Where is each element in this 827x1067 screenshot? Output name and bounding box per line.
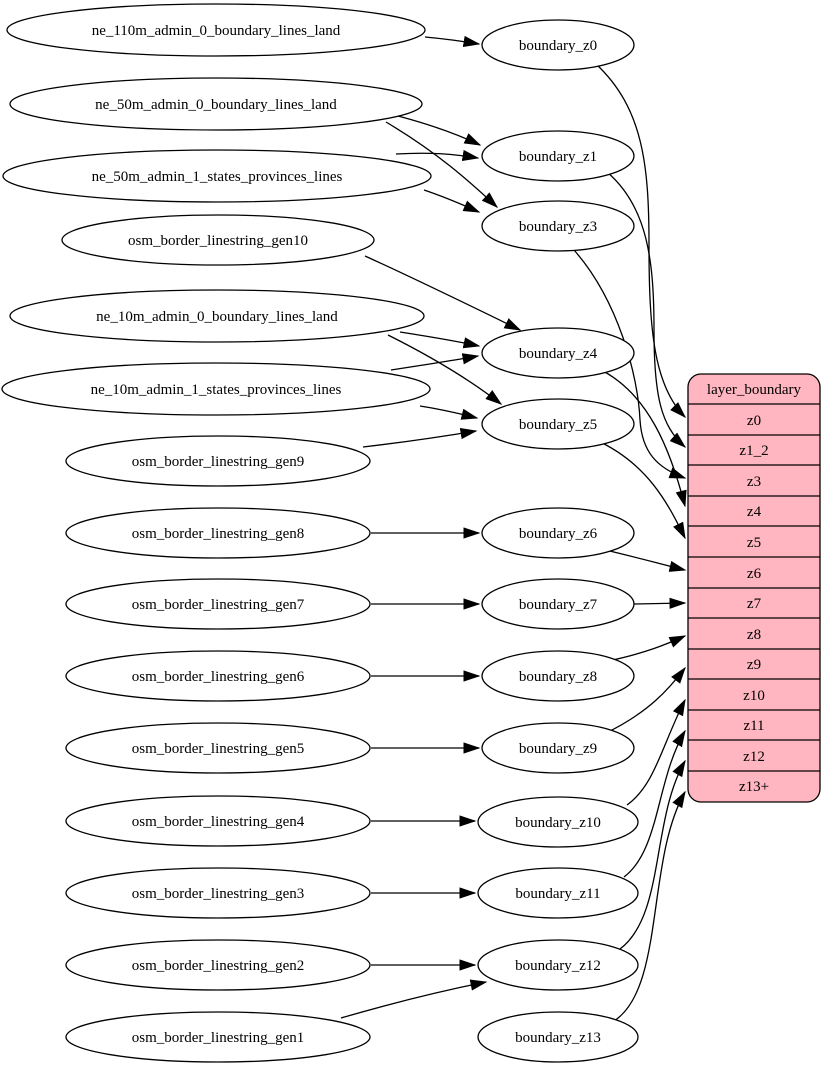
table-row-z3: z3 [746,474,762,490]
node-boundary_z3 [482,201,634,251]
table-row-z0: z0 [746,413,762,429]
node-boundary_z9 [482,723,634,773]
edge-osm_border_linestring_gen9-to-boundary_z5 [363,431,476,447]
node-label: osm_border_linestring_gen6 [131,669,305,685]
node-label: ne_10m_admin_0_boundary_lines_land [96,309,338,325]
table-row-z12: z12 [743,749,765,765]
node-label: osm_border_linestring_gen8 [131,526,305,542]
node-label: boundary_z0 [518,38,598,54]
edge-boundary_z7-to-row-z7 [634,603,685,604]
node-label: ne_50m_admin_0_boundary_lines_land [95,97,337,113]
node-label: boundary_z8 [518,669,598,685]
node-label: osm_border_linestring_gen5 [131,741,305,757]
node-boundary_z5 [482,399,634,449]
node-label: osm_border_linestring_gen10 [128,233,308,249]
node-label: boundary_z5 [518,417,598,433]
table-row-z9: z9 [746,657,762,673]
node-ne_50m_admin_1_states_provinces_lines [3,150,431,202]
table-row-z4: z4 [746,504,762,520]
node-label: osm_border_linestring_gen7 [131,597,305,613]
node-boundary_z0 [482,20,634,70]
node-osm_border_linestring_gen1 [66,1012,370,1062]
node-label: osm_border_linestring_gen2 [131,958,305,974]
node-label: ne_10m_admin_1_states_provinces_lines [90,382,342,398]
source-nodes [2,4,431,1062]
node-label: boundary_z4 [518,346,598,362]
edge-ne_50m_admin_1_states_provinces_lines-to-boundary_z3 [424,190,479,212]
table-row-z11: z11 [743,718,765,734]
node-label: ne_50m_admin_1_states_provinces_lines [91,169,343,185]
node-osm_border_linestring_gen6 [66,651,370,701]
node-label: osm_border_linestring_gen3 [131,886,305,902]
table-row-z7: z7 [746,596,762,612]
node-label: boundary_z10 [515,815,601,831]
edge-ne_10m_admin_1_states_provinces_lines-to-boundary_z4 [391,356,478,370]
node-label: boundary_z11 [515,886,601,902]
edge-ne_10m_admin_1_states_provinces_lines-to-boundary_z5 [420,406,477,418]
node-label: boundary_z7 [518,597,598,613]
node-osm_border_linestring_gen9 [66,436,370,486]
node-boundary_z13 [478,1012,638,1062]
node-osm_border_linestring_gen3 [66,868,370,918]
node-label: boundary_z1 [518,149,598,165]
table-row-z1_2: z1_2 [739,443,769,459]
node-ne_10m_admin_0_boundary_lines_land [10,290,424,342]
node-boundary_z6 [482,508,634,558]
node-label: ne_110m_admin_0_boundary_lines_land [91,23,341,39]
node-label: osm_border_linestring_gen9 [131,454,305,470]
node-ne_50m_admin_0_boundary_lines_land [10,78,422,130]
transform-nodes [478,20,638,1062]
table-row-z6: z6 [746,566,762,582]
node-label: boundary_z9 [518,741,598,757]
node-boundary_z4 [482,328,634,378]
edge-boundary_z8-to-row-z8 [608,636,685,661]
node-osm_border_linestring_gen4 [66,796,370,846]
node-osm_border_linestring_gen7 [66,579,370,629]
node-label: boundary_z13 [515,1030,601,1046]
node-boundary_z1 [482,131,634,181]
node-osm_border_linestring_gen5 [66,723,370,773]
node-boundary_z7 [482,579,634,629]
table-title: layer_boundary [706,382,802,398]
node-osm_border_linestring_gen10 [62,215,374,265]
table-row-z13plus: z13+ [738,779,770,795]
node-label: boundary_z3 [518,219,598,235]
edge-ne_50m_admin_0_boundary_lines_land-to-boundary_z1 [398,116,480,145]
node-osm_border_linestring_gen2 [66,940,370,990]
table-row-z5: z5 [746,535,762,551]
edge-ne_110m_admin_0_boundary_lines_land-to-boundary_z0 [425,37,479,44]
node-boundary_z12 [478,940,638,990]
edge-ne_10m_admin_0_boundary_lines_land-to-boundary_z4 [400,332,479,346]
edge-boundary_z12-to-row-z12 [620,761,685,949]
node-label: osm_border_linestring_gen4 [131,814,305,830]
node-label: boundary_z6 [518,526,598,542]
table-layer_boundary [688,374,820,802]
node-osm_border_linestring_gen8 [66,508,370,558]
node-ne_10m_admin_1_states_provinces_lines [2,363,430,415]
node-label: osm_border_linestring_gen1 [131,1030,305,1046]
edge-osm_border_linestring_gen1-to-boundary_z12 [341,982,486,1018]
table-row-z10: z10 [743,688,765,704]
table-row-z8: z8 [746,627,762,643]
node-label: boundary_z12 [515,958,601,974]
node-ne_110m_admin_0_boundary_lines_land [7,4,425,56]
node-boundary_z11 [478,868,638,918]
node-boundary_z10 [478,797,638,847]
node-boundary_z8 [482,651,634,701]
